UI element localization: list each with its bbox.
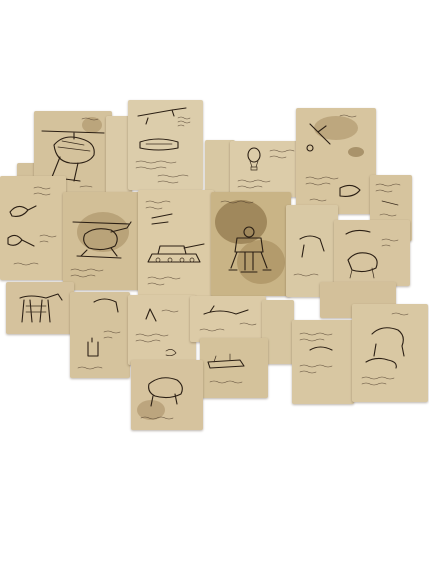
scooter-drawing <box>296 108 376 214</box>
sheet-animal-sketch <box>131 360 203 430</box>
animal-drawing <box>131 360 203 430</box>
figure-drawing <box>128 295 196 365</box>
sheet-notes-lower-right <box>292 320 354 404</box>
vehicle-drawing <box>334 220 410 286</box>
elephant-drawing <box>352 304 428 402</box>
rifle-drawing <box>128 100 203 190</box>
aircraft-drawing <box>190 296 266 342</box>
submarine-drawing <box>200 338 268 398</box>
creature-drawing <box>70 292 130 378</box>
balloon-drawing <box>230 141 306 197</box>
chopper-drawing <box>63 192 141 290</box>
sheet-figure-sketch <box>128 295 196 365</box>
sheet-tank-sketch <box>138 190 214 296</box>
sheet-vehicle-sketch <box>334 220 410 286</box>
sheet-creature-sketch <box>70 292 130 378</box>
sheet-bird-sketch <box>0 176 66 280</box>
robot-drawing <box>211 192 291 296</box>
skeleton-drawing <box>6 282 74 334</box>
sheet-elephant-sketch <box>352 304 428 402</box>
sheet-submarine-sketch <box>200 338 268 398</box>
sheet-scooter-sketch <box>296 108 376 214</box>
notes-drawing <box>292 320 354 404</box>
sheet-balloon-sketch <box>230 141 306 197</box>
sheet-robot-sketch <box>211 192 291 296</box>
sheet-chopper-sketch <box>63 192 141 290</box>
sheet-skeleton-sketch <box>6 282 74 334</box>
sheet-rifle-sketch <box>128 100 203 190</box>
tank-drawing <box>138 190 214 296</box>
sheet-aircraft-sketch <box>190 296 266 342</box>
bird-drawing <box>0 176 66 280</box>
